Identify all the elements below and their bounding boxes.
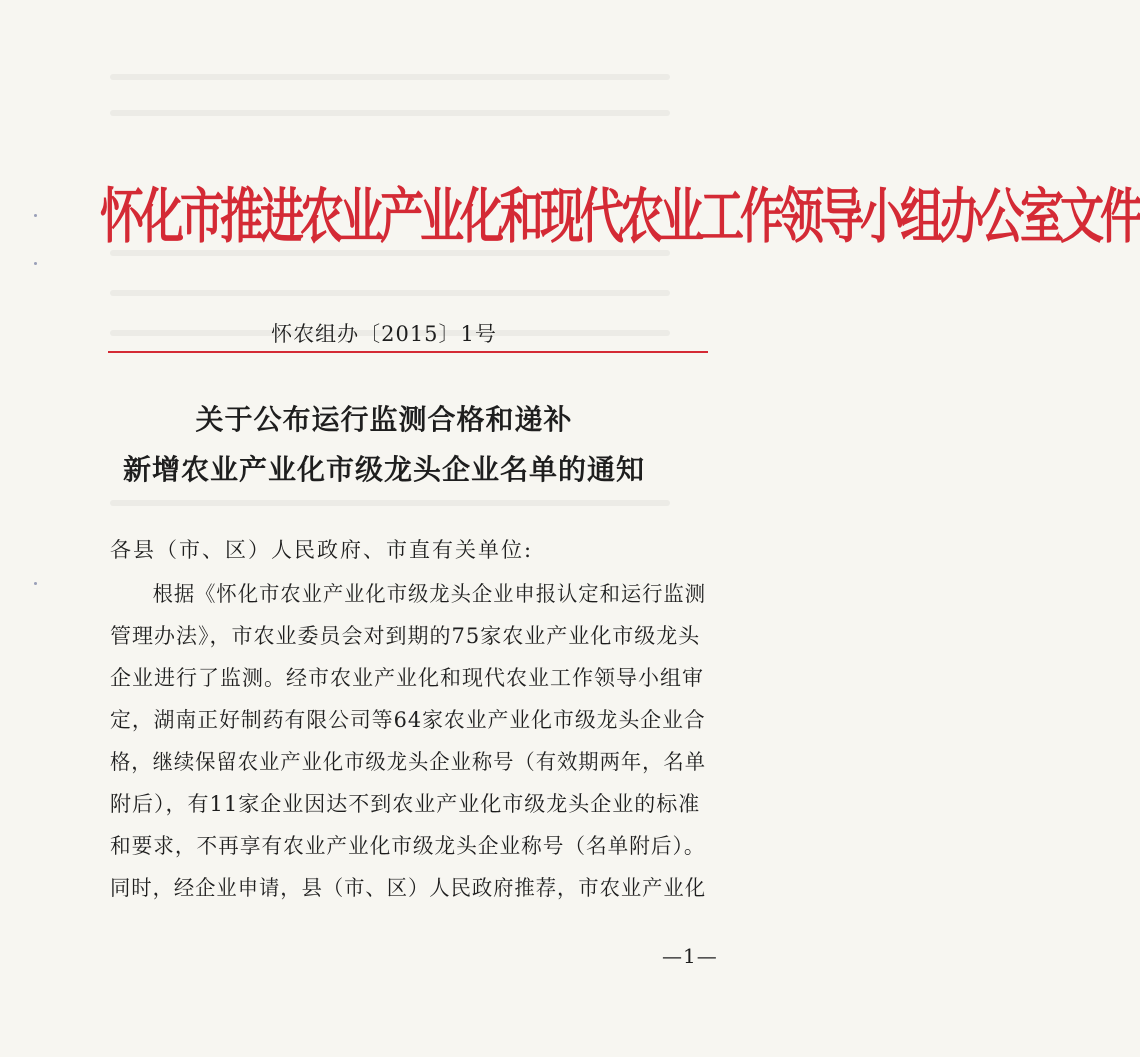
red-header-rule <box>108 351 708 353</box>
scan-speck <box>34 262 37 265</box>
show-through-mark <box>110 290 670 296</box>
body-text-line: 附后），有11家企业因达不到农业产业化市级龙头企业的标准 <box>110 792 701 816</box>
show-through-mark <box>110 110 670 116</box>
issuing-office-header: 怀化市推进农业产业化和现代农业工作领导小组办公室文件 <box>100 182 1140 252</box>
scan-speck <box>34 214 37 217</box>
body-text-line: 和要求，不再享有农业产业化市级龙头企业称号（名单附后）。 <box>110 834 706 858</box>
body-text-line: 管理办法》，市农业委员会对到期的75家农业产业化市级龙头 <box>110 624 701 648</box>
show-through-mark <box>110 500 670 506</box>
body-text-line: 定，湖南正好制药有限公司等64家农业产业化市级龙头企业合 <box>110 708 706 732</box>
document-number: 怀农组办〔2015〕1号 <box>271 322 497 346</box>
body-text-line: 根据《怀化市农业产业化市级龙头企业申报认定和运行监测 <box>110 582 706 606</box>
notice-title-line-2: 新增农业产业化市级龙头企业名单的通知 <box>122 453 645 486</box>
page-number: —1— <box>662 944 718 968</box>
show-through-mark <box>110 74 670 80</box>
salutation: 各县（市、区）人民政府、市直有关单位: <box>110 538 534 562</box>
notice-title-line-1: 关于公布运行监测合格和递补 <box>195 403 573 436</box>
scan-speck <box>34 582 37 585</box>
body-text-line: 格，继续保留农业产业化市级龙头企业称号（有效期两年，名单 <box>110 750 706 774</box>
body-text-line: 企业进行了监测。经市农业产业化和现代农业工作领导小组审 <box>110 666 704 690</box>
body-text-line: 同时，经企业申请，县（市、区）人民政府推荐，市农业产业化 <box>110 876 706 900</box>
